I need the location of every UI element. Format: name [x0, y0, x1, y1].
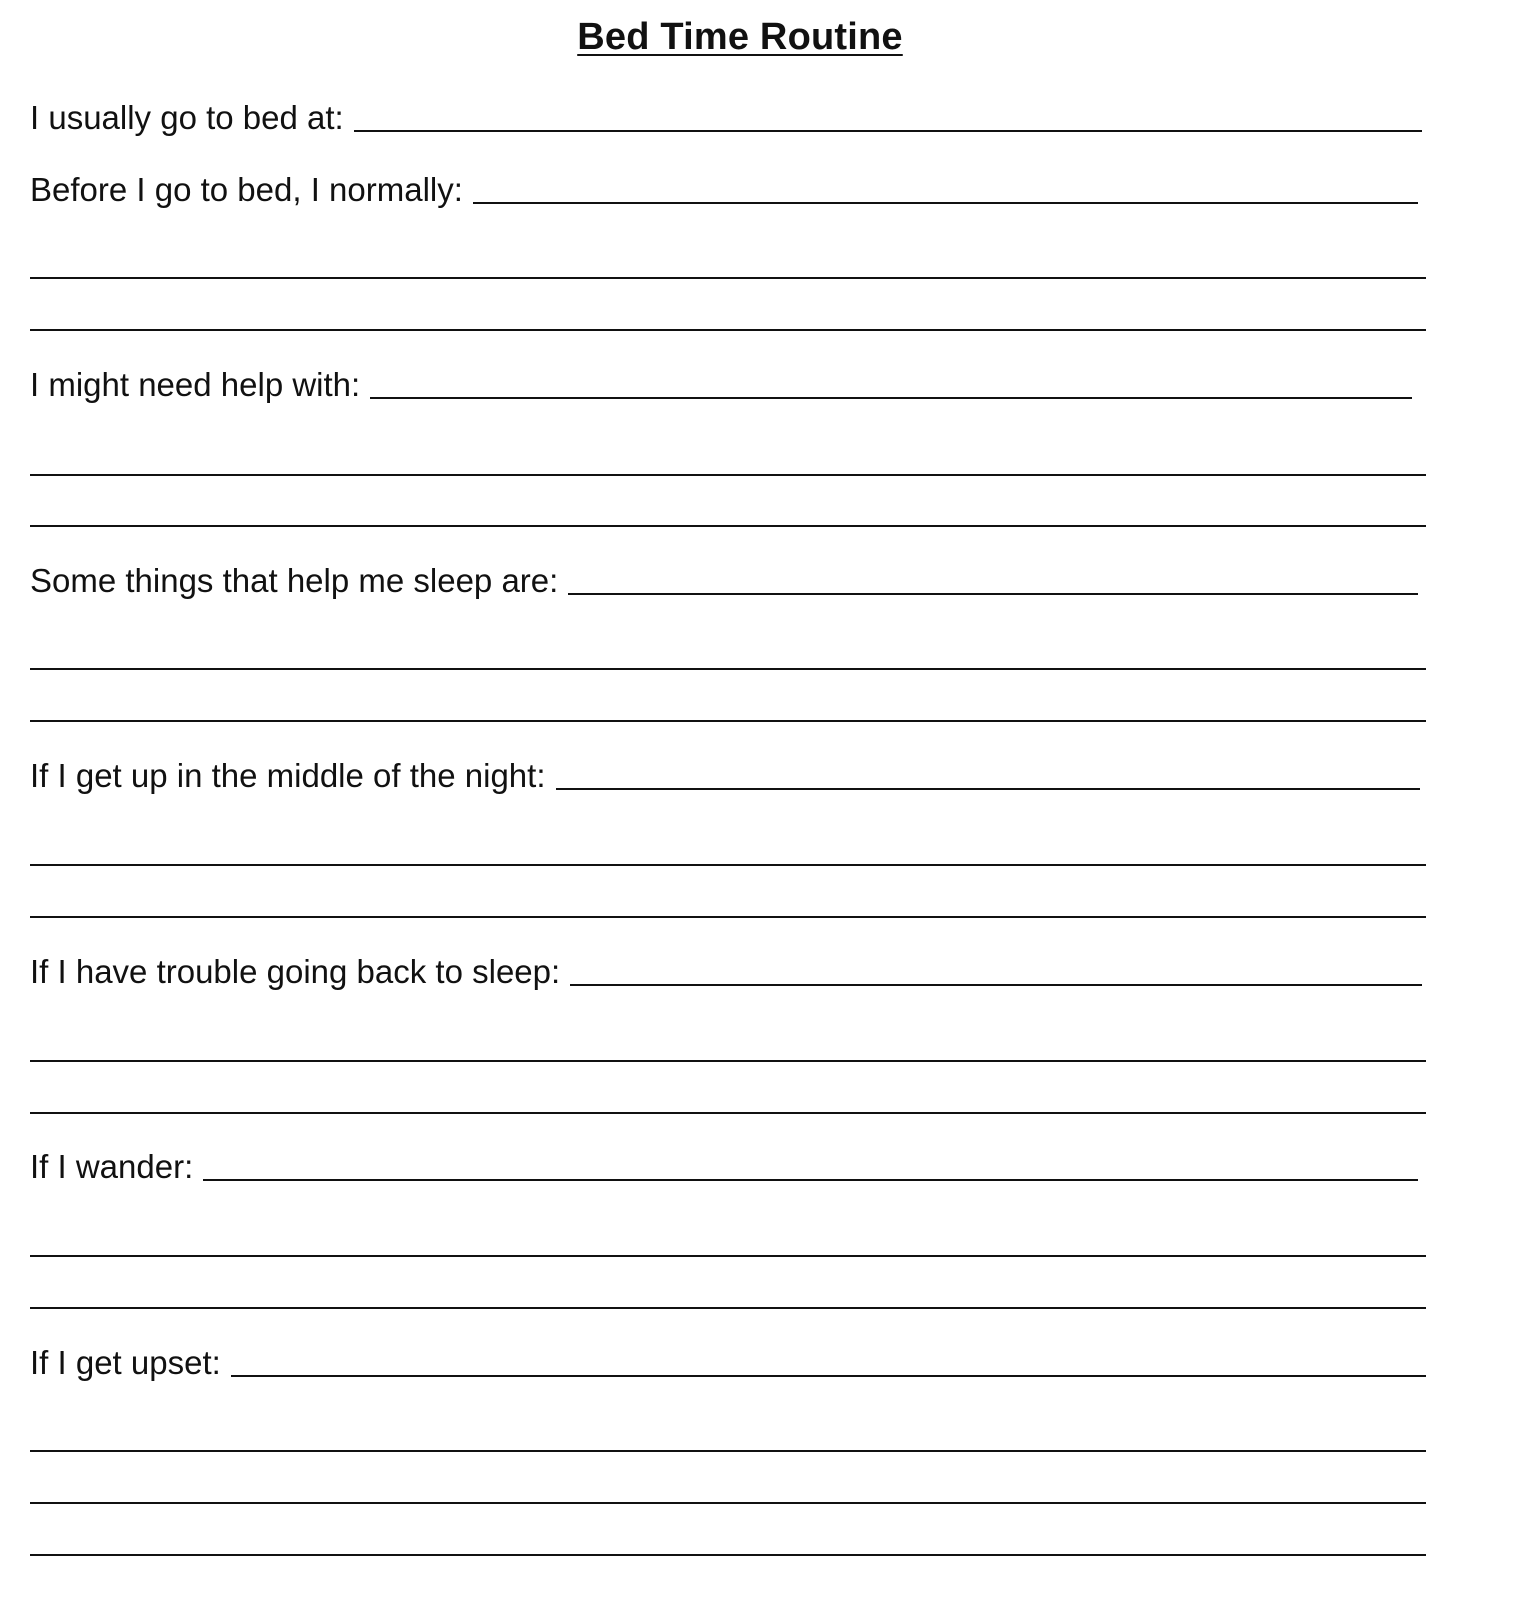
field-upset [30, 1337, 1426, 1383]
field-label: Before I go to bed, I normally: [30, 171, 463, 208]
field-trouble-sleep [30, 946, 1422, 992]
field-help-sleep [30, 555, 1418, 601]
field-label: If I have trouble going back to sleep: [30, 953, 561, 990]
field-label: If I wander: [30, 1148, 194, 1185]
answer-line[interactable] [30, 329, 1426, 331]
answer-blank[interactable] [570, 983, 1422, 986]
answer-line[interactable] [30, 1255, 1426, 1257]
answer-line[interactable] [30, 1112, 1426, 1114]
answer-blank[interactable] [556, 787, 1421, 790]
answer-line[interactable] [30, 720, 1426, 722]
answer-line[interactable] [30, 1060, 1426, 1062]
answer-line[interactable] [30, 864, 1426, 866]
field-wander [30, 1141, 1418, 1187]
answer-line[interactable] [30, 1307, 1426, 1309]
answer-blank[interactable] [354, 129, 1422, 132]
answer-line[interactable] [30, 1502, 1426, 1504]
answer-line[interactable] [30, 474, 1426, 476]
answer-blank[interactable] [473, 201, 1418, 204]
answer-blank[interactable] [370, 396, 1412, 399]
field-bedtime [30, 92, 1422, 138]
field-label: If I get up in the middle of the night: [30, 757, 546, 794]
answer-line[interactable] [30, 1450, 1426, 1452]
answer-line[interactable] [30, 525, 1426, 527]
field-middle-of-night [30, 750, 1420, 796]
field-label: I usually go to bed at: [30, 99, 344, 136]
field-label: I might need help with: [30, 366, 361, 403]
answer-blank[interactable] [568, 592, 1418, 595]
answer-line[interactable] [30, 1554, 1426, 1556]
answer-line[interactable] [30, 668, 1426, 670]
answer-blank[interactable] [231, 1374, 1426, 1377]
answer-blank[interactable] [203, 1178, 1418, 1181]
field-help-with [30, 359, 1412, 405]
page-title: Bed Time Routine [577, 16, 903, 58]
answer-line[interactable] [30, 916, 1426, 918]
field-label: Some things that help me sleep are: [30, 562, 559, 599]
field-before-bed [30, 164, 1418, 210]
answer-line[interactable] [30, 277, 1426, 279]
field-label: If I get upset: [30, 1344, 221, 1381]
